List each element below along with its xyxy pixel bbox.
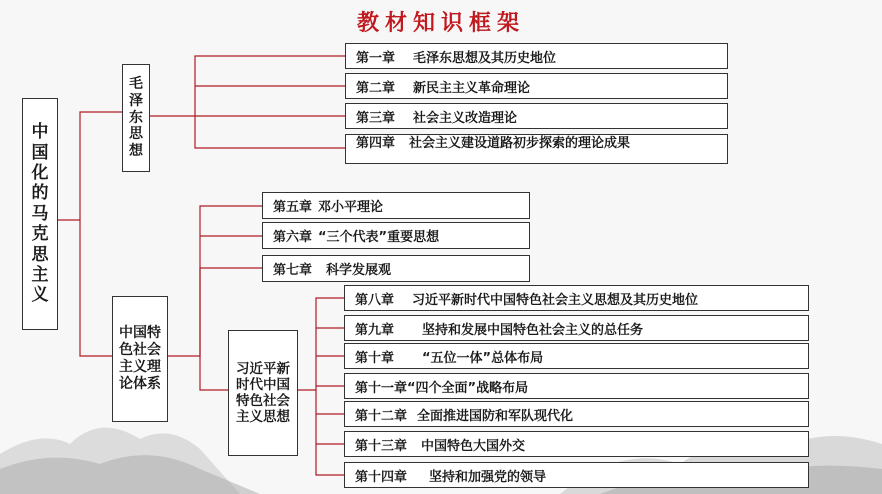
root-node [22, 98, 58, 330]
chapter-num: 第七章 [273, 263, 313, 278]
chapter-3 [345, 103, 728, 129]
chapter-5 [262, 192, 530, 219]
chapter-num: 第一章 [356, 50, 396, 66]
chapter-4 [345, 134, 728, 164]
chapter-num: 第三章 [356, 110, 396, 126]
page-title: 教材知识框架 [356, 11, 525, 36]
chapter-title: 社会主义建设道路初步探索的理论成果 [409, 136, 631, 151]
chapter-6 [262, 222, 530, 249]
chapter-8 [344, 285, 809, 311]
chapter-11 [344, 373, 809, 399]
chapter-title: 科学发展观 [326, 263, 392, 278]
chapter-title: 习近平新时代中国特色社会主义思想及其历史地位 [412, 292, 699, 308]
chapter-1 [345, 43, 728, 69]
chapter-title: 社会主义改造理论 [413, 110, 518, 126]
chapter-9 [344, 315, 809, 341]
chapter-10 [344, 343, 809, 369]
chapter-7 [262, 255, 530, 282]
chapter-num: 第十一章 [355, 380, 408, 396]
mao-label: 毛泽东思想 [129, 76, 143, 160]
chapter-num: 第十二章 [355, 408, 408, 424]
chapter-13 [344, 431, 809, 457]
chapter-title: 毛泽东思想及其历史地位 [413, 50, 557, 66]
chapter-12 [344, 401, 809, 427]
chapter-num: 第十四章 [355, 469, 408, 485]
chapter-title: 中国特色大国外交 [421, 438, 526, 454]
chapter-num: 第五章 [273, 200, 313, 215]
chapter-num: 第二章 [356, 80, 396, 96]
chapter-title: “五位一体”总体布局 [422, 350, 544, 366]
chapter-title: 邓小平理论 [318, 200, 384, 215]
chapter-num: 第十三章 [355, 438, 408, 454]
chapter-title: 全面推进国防和军队现代化 [417, 408, 574, 424]
chapter-num: 第六章 [273, 230, 313, 245]
xi-node [228, 330, 298, 456]
chapter-num: 第四章 [356, 136, 396, 151]
xi-label: 习近平新时代中国特色社会主义思想 [236, 360, 290, 426]
chapter-title: “三个代表”重要思想 [318, 230, 440, 245]
chapter-num: 第八章 [355, 292, 395, 308]
socialism-label: 中国特色社会主义理论体系 [119, 325, 161, 392]
mao-node [122, 64, 150, 172]
chapter-2 [345, 73, 728, 99]
chapter-14 [344, 462, 809, 488]
chapter-num: 第十章 [355, 350, 395, 366]
chapter-num: 第九章 [355, 322, 395, 338]
chapter-title: “四个全面”战略布局 [407, 380, 529, 396]
socialism-node [112, 296, 168, 422]
chapter-title: 坚持和发展中国特色社会主义的总任务 [422, 322, 644, 338]
chapter-title: 新民主主义革命理论 [413, 80, 531, 96]
root-label: 中国化的马克思主义 [31, 122, 49, 306]
chapter-title: 坚持和加强党的领导 [429, 469, 547, 485]
